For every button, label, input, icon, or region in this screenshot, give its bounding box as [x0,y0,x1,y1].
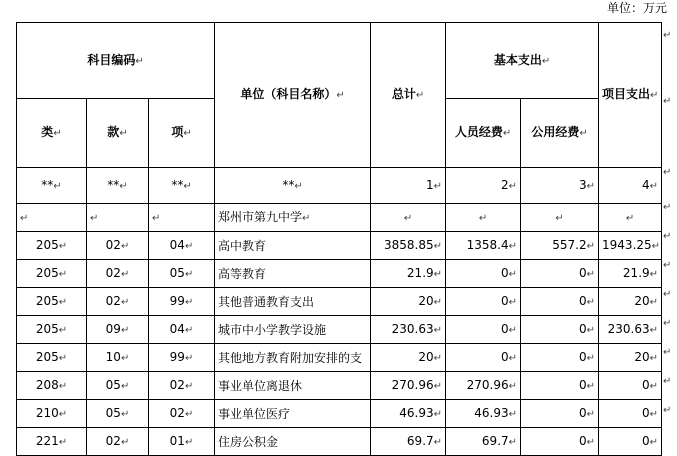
index-cell: **↵ [17,168,87,204]
unit-label: 单位：万元 [606,1,667,15]
category-cell: 221↵ [17,428,87,456]
public-cell: 0↵ [521,316,599,344]
paragraph-mark: ↵ [663,318,672,329]
project-cell: 0↵ [599,372,662,400]
empty-cell: ↵ [446,204,521,232]
personnel-cell: 0↵ [446,288,521,316]
budget-table [16,22,662,456]
section-cell: 05↵ [87,372,149,400]
index-cell: 2↵ [446,168,521,204]
section-cell: 02↵ [87,288,149,316]
empty-cell: ↵ [599,204,662,232]
table-row [17,316,662,344]
category-cell: 205↵ [17,232,87,260]
project-cell: 20↵ [599,288,662,316]
index-row [17,168,662,204]
paragraph-mark: ↵ [663,30,672,41]
project-cell: 20↵ [599,344,662,372]
public-cell: 0↵ [521,288,599,316]
paragraph-mark: ↵ [663,289,672,300]
total-cell: 20↵ [371,344,446,372]
name-cell: 城市中小学教学设施 [215,316,371,344]
item-cell: 02↵ [149,400,215,428]
paragraph-mark: ↵ [663,96,672,107]
header-total: 总计↵ [371,23,446,168]
item-cell: 02↵ [149,372,215,400]
item-cell: 05↵ [149,260,215,288]
table-row [17,428,662,456]
personnel-cell: 1358.4↵ [446,232,521,260]
personnel-cell: 0↵ [446,316,521,344]
name-cell: 其他地方教育附加安排的支 [215,344,371,372]
name-cell: 事业单位离退休 [215,372,371,400]
paragraph-mark: ↵ [663,376,672,387]
table-row [17,260,662,288]
public-cell: 0↵ [521,372,599,400]
name-cell: 其他普通教育支出 [215,288,371,316]
total-cell: 230.63↵ [371,316,446,344]
total-cell: 20↵ [371,288,446,316]
total-cell: 69.7↵ [371,428,446,456]
header-public: 公用经费↵ [521,99,599,168]
public-cell: 0↵ [521,260,599,288]
empty-cell: ↵ [149,204,215,232]
item-cell: 99↵ [149,344,215,372]
section-cell: 02↵ [87,232,149,260]
total-cell: 46.93↵ [371,400,446,428]
header-category: 类↵ [17,99,87,168]
category-cell: 205↵ [17,316,87,344]
header-item: 项↵ [149,99,215,168]
section-cell: 02↵ [87,260,149,288]
paragraph-mark: ↵ [663,231,672,242]
empty-cell: ↵ [17,204,87,232]
project-cell: 1943.25↵ [599,232,662,260]
index-cell: **↵ [149,168,215,204]
public-cell: 0↵ [521,344,599,372]
paragraph-mark: ↵ [663,405,672,416]
table-row [17,372,662,400]
paragraph-mark: ↵ [663,347,672,358]
header-unit-name: 单位（科目名称）↵ [215,23,371,168]
paragraph-mark: ↵ [663,260,672,271]
item-cell: 04↵ [149,232,215,260]
item-cell: 01↵ [149,428,215,456]
total-cell: 3858.85↵ [371,232,446,260]
project-cell: 0↵ [599,428,662,456]
project-cell: 230.63↵ [599,316,662,344]
name-cell: 事业单位医疗 [215,400,371,428]
total-cell: 21.9↵ [371,260,446,288]
table-row [17,232,662,260]
header-section: 款↵ [87,99,149,168]
index-cell: **↵ [87,168,149,204]
empty-cell: ↵ [521,204,599,232]
index-cell: 1↵ [371,168,446,204]
name-cell: 住房公积金 [215,428,371,456]
personnel-cell: 69.7↵ [446,428,521,456]
section-cell: 09↵ [87,316,149,344]
name-cell: 高等教育 [215,260,371,288]
header-code: 科目编码↵ [17,23,215,99]
index-cell: 3↵ [521,168,599,204]
org-row [17,204,662,232]
personnel-cell: 0↵ [446,344,521,372]
project-cell: 21.9↵ [599,260,662,288]
table-row [17,344,662,372]
header-basic: 基本支出↵ [446,23,599,99]
project-cell: 0↵ [599,400,662,428]
name-cell: 高中教育 [215,232,371,260]
personnel-cell: 270.96↵ [446,372,521,400]
org-name: 郑州市第九中学↵ [215,204,371,232]
paragraph-mark: ↵ [663,167,672,178]
empty-cell: ↵ [87,204,149,232]
total-cell: 270.96↵ [371,372,446,400]
index-cell: 4↵ [599,168,662,204]
public-cell: 0↵ [521,428,599,456]
section-cell: 10↵ [87,344,149,372]
public-cell: 557.2↵ [521,232,599,260]
category-cell: 205↵ [17,260,87,288]
header-project: 项目支出↵ [599,23,662,168]
index-cell: **↵ [215,168,371,204]
empty-cell: ↵ [371,204,446,232]
table-row [17,400,662,428]
table-row [17,288,662,316]
category-cell: 205↵ [17,288,87,316]
public-cell: 0↵ [521,400,599,428]
paragraph-mark: ↵ [663,202,672,213]
item-cell: 99↵ [149,288,215,316]
personnel-cell: 46.93↵ [446,400,521,428]
section-cell: 02↵ [87,428,149,456]
section-cell: 05↵ [87,400,149,428]
category-cell: 205↵ [17,344,87,372]
item-cell: 04↵ [149,316,215,344]
category-cell: 210↵ [17,400,87,428]
personnel-cell: 0↵ [446,260,521,288]
category-cell: 208↵ [17,372,87,400]
header-personnel: 人员经费↵ [446,99,521,168]
